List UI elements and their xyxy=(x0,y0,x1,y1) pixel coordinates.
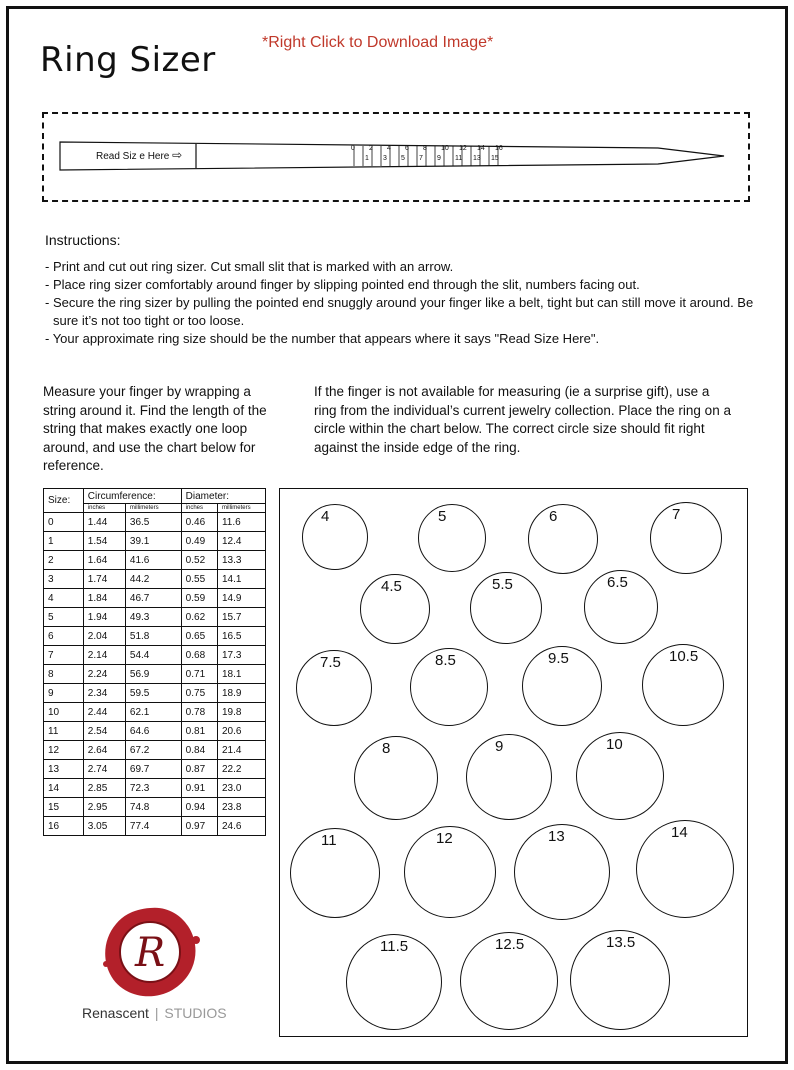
size-circle xyxy=(528,504,598,574)
table-cell: 2 xyxy=(44,551,84,570)
arrow-icon: ⇨ xyxy=(172,148,183,162)
circle-size-label: 13.5 xyxy=(606,934,636,951)
circle-chart xyxy=(279,488,748,1037)
table-cell: 0.55 xyxy=(181,570,217,589)
read-size-label xyxy=(96,148,182,162)
table-cell: 39.1 xyxy=(125,532,181,551)
instruction-item: - Place ring sizer comfortably around finger by slipping pointed end through the slit, numbers facing out. xyxy=(45,277,640,292)
sub-circ-inches: inches xyxy=(83,504,125,513)
tick-label: 11 xyxy=(455,155,463,162)
table-cell: 0.81 xyxy=(181,722,217,741)
table-cell: 2.85 xyxy=(83,779,125,798)
tick-label: 0 xyxy=(351,145,355,152)
table-cell: 2.24 xyxy=(83,665,125,684)
page-title: Ring Sizer xyxy=(40,40,216,80)
table-cell: 0.75 xyxy=(181,684,217,703)
brand-line xyxy=(82,1005,227,1021)
table-cell: 15 xyxy=(44,798,84,817)
table-cell: 12 xyxy=(44,741,84,760)
circle-size-label: 4 xyxy=(321,508,330,525)
table-cell: 2.64 xyxy=(83,741,125,760)
table-cell: 18.1 xyxy=(217,665,265,684)
col-diameter: Diameter: xyxy=(181,489,265,504)
table-row xyxy=(44,760,266,779)
circle-size-label: 11.5 xyxy=(380,938,409,955)
table-cell: 1.44 xyxy=(83,513,125,532)
table-cell: 0.87 xyxy=(181,760,217,779)
table-cell: 44.2 xyxy=(125,570,181,589)
table-row xyxy=(44,513,266,532)
table-cell: 3 xyxy=(44,570,84,589)
col-size: Size: xyxy=(44,489,84,513)
table-cell: 49.3 xyxy=(125,608,181,627)
tick-label: 10 xyxy=(441,145,449,152)
table-row xyxy=(44,779,266,798)
table-cell: 11.6 xyxy=(217,513,265,532)
table-cell: 8 xyxy=(44,665,84,684)
instructions-list xyxy=(45,258,765,348)
table-cell: 23.8 xyxy=(217,798,265,817)
table-cell: 0.84 xyxy=(181,741,217,760)
table-cell: 14 xyxy=(44,779,84,798)
size-circle xyxy=(418,504,486,572)
brand-name: Renascent xyxy=(82,1005,149,1021)
brand-separator: | xyxy=(154,1005,159,1021)
circle-size-label: 8.5 xyxy=(435,652,456,669)
circle-size-label: 7 xyxy=(672,506,681,523)
tick-label: 3 xyxy=(383,155,387,162)
table-cell: 2.04 xyxy=(83,627,125,646)
table-cell: 59.5 xyxy=(125,684,181,703)
table-cell: 16.5 xyxy=(217,627,265,646)
tick-label: 14 xyxy=(477,145,485,152)
renascent-logo xyxy=(100,902,202,1002)
table-cell: 77.4 xyxy=(125,817,181,836)
download-note: *Right Click to Download Image* xyxy=(262,34,494,51)
circle-size-label: 9.5 xyxy=(548,650,569,667)
circle-size-label: 9 xyxy=(495,738,504,755)
table-cell: 0.68 xyxy=(181,646,217,665)
circle-size-label: 6.5 xyxy=(607,574,628,591)
table-cell: 18.9 xyxy=(217,684,265,703)
table-cell: 1.84 xyxy=(83,589,125,608)
col-circumference: Circumference: xyxy=(83,489,181,504)
tick-label: 5 xyxy=(401,155,405,162)
table-cell: 64.6 xyxy=(125,722,181,741)
table-cell: 41.6 xyxy=(125,551,181,570)
size-chart-body xyxy=(44,513,266,836)
table-cell: 0.94 xyxy=(181,798,217,817)
table-cell: 4 xyxy=(44,589,84,608)
table-cell: 9 xyxy=(44,684,84,703)
table-cell: 0.97 xyxy=(181,817,217,836)
circle-size-label: 12 xyxy=(436,830,453,847)
circle-size-label: 13 xyxy=(548,828,565,845)
table-cell: 17.3 xyxy=(217,646,265,665)
table-cell: 1.74 xyxy=(83,570,125,589)
table-cell: 13 xyxy=(44,760,84,779)
table-cell: 2.14 xyxy=(83,646,125,665)
circle-size-label: 5.5 xyxy=(492,576,513,593)
table-cell: 74.8 xyxy=(125,798,181,817)
table-row xyxy=(44,627,266,646)
circle-size-label: 5 xyxy=(438,508,447,525)
tick-label: 16 xyxy=(495,145,503,152)
table-cell: 3.05 xyxy=(83,817,125,836)
table-cell: 0.71 xyxy=(181,665,217,684)
string-method-text: Measure your finger by wrapping a string around it. Find the length of the string that makes exactly one loop around, and use the chart below for reference. xyxy=(43,384,267,473)
table-cell: 13.3 xyxy=(217,551,265,570)
table-row xyxy=(44,817,266,836)
table-cell: 0.52 xyxy=(181,551,217,570)
instruction-item: - Print and cut out ring sizer. Cut small slit that is marked with an arrow. xyxy=(45,259,454,274)
ring-method-text: If the finger is not available for measuring (ie a surprise gift), use a ring from the individual’s current jewelry collection. Place the ring on a circle within the chart below. The correct circle size should fit right against the inside edge of the ring. xyxy=(314,384,731,455)
table-cell: 1.54 xyxy=(83,532,125,551)
sub-diam-inches: inches xyxy=(181,504,217,513)
table-cell: 6 xyxy=(44,627,84,646)
tick-label: 4 xyxy=(387,145,391,152)
table-cell: 54.4 xyxy=(125,646,181,665)
circle-size-label: 11 xyxy=(321,832,337,849)
table-cell: 12.4 xyxy=(217,532,265,551)
table-cell: 14.1 xyxy=(217,570,265,589)
table-cell: 23.0 xyxy=(217,779,265,798)
instructions-title: Instructions: xyxy=(45,232,121,248)
table-cell: 46.7 xyxy=(125,589,181,608)
circle-size-label: 12.5 xyxy=(495,936,525,953)
table-cell: 2.74 xyxy=(83,760,125,779)
tick-label: 9 xyxy=(437,155,441,162)
tick-label: 15 xyxy=(491,155,499,162)
table-cell: 69.7 xyxy=(125,760,181,779)
table-cell: 10 xyxy=(44,703,84,722)
table-row xyxy=(44,646,266,665)
circle-size-label: 4.5 xyxy=(381,578,402,595)
table-cell: 0.46 xyxy=(181,513,217,532)
table-cell: 62.1 xyxy=(125,703,181,722)
instruction-item: - Secure the ring sizer by pulling the pointed end snuggly around your finger like a belt, tight but can still move it around. Be sure it’s not too tight or too loose. xyxy=(45,295,754,328)
table-cell: 2.54 xyxy=(83,722,125,741)
table-cell: 0.78 xyxy=(181,703,217,722)
read-size-text: Read Siz e Here xyxy=(96,151,170,162)
table-cell: 21.4 xyxy=(217,741,265,760)
table-row xyxy=(44,798,266,817)
table-cell: 0.62 xyxy=(181,608,217,627)
table-cell: 24.6 xyxy=(217,817,265,836)
size-circle xyxy=(650,502,722,574)
table-row xyxy=(44,551,266,570)
tick-label: 7 xyxy=(419,155,423,162)
circle-size-label: 10.5 xyxy=(669,648,699,665)
size-circle xyxy=(302,504,368,570)
table-row xyxy=(44,665,266,684)
table-cell: 1.94 xyxy=(83,608,125,627)
table-cell: 1.64 xyxy=(83,551,125,570)
circle-size-label: 10 xyxy=(606,736,623,753)
tick-label: 12 xyxy=(459,145,467,152)
sub-circ-mm: millimeters xyxy=(125,504,181,513)
circle-size-label: 14 xyxy=(671,824,688,841)
size-circle xyxy=(354,736,438,820)
table-cell: 0.65 xyxy=(181,627,217,646)
table-cell: 0.91 xyxy=(181,779,217,798)
table-cell: 1 xyxy=(44,532,84,551)
table-cell: 7 xyxy=(44,646,84,665)
table-row xyxy=(44,703,266,722)
table-cell: 2.95 xyxy=(83,798,125,817)
table-cell: 19.8 xyxy=(217,703,265,722)
table-cell: 67.2 xyxy=(125,741,181,760)
table-row xyxy=(44,570,266,589)
table-cell: 16 xyxy=(44,817,84,836)
table-row xyxy=(44,722,266,741)
circle-size-label: 7.5 xyxy=(320,654,341,671)
tick-label: 8 xyxy=(423,145,427,152)
tick-label: 6 xyxy=(405,145,409,152)
size-chart-table xyxy=(43,488,266,836)
table-cell: 0 xyxy=(44,513,84,532)
table-cell: 51.8 xyxy=(125,627,181,646)
table-cell: 36.5 xyxy=(125,513,181,532)
size-circle xyxy=(466,734,552,820)
circle-size-label: 8 xyxy=(382,740,391,757)
table-row xyxy=(44,741,266,760)
table-cell: 56.9 xyxy=(125,665,181,684)
circle-size-label: 6 xyxy=(549,508,558,525)
tick-label: 2 xyxy=(369,145,373,152)
sub-diam-mm: millimeters xyxy=(217,504,265,513)
instruction-item: - Your approximate ring size should be the number that appears where it says "Read Size Here". xyxy=(45,331,600,346)
table-cell: 11 xyxy=(44,722,84,741)
logo-letter: R xyxy=(134,930,166,976)
table-cell: 2.44 xyxy=(83,703,125,722)
table-row xyxy=(44,684,266,703)
table-cell: 0.49 xyxy=(181,532,217,551)
table-cell: 72.3 xyxy=(125,779,181,798)
brand-suffix: STUDIOS xyxy=(164,1005,227,1021)
table-row xyxy=(44,608,266,627)
table-cell: 22.2 xyxy=(217,760,265,779)
table-row xyxy=(44,589,266,608)
tick-label: 13 xyxy=(473,155,481,162)
table-cell: 20.6 xyxy=(217,722,265,741)
table-cell: 15.7 xyxy=(217,608,265,627)
table-cell: 5 xyxy=(44,608,84,627)
table-cell: 2.34 xyxy=(83,684,125,703)
table-row xyxy=(44,532,266,551)
table-cell: 14.9 xyxy=(217,589,265,608)
table-cell: 0.59 xyxy=(181,589,217,608)
tick-label: 1 xyxy=(365,155,369,162)
